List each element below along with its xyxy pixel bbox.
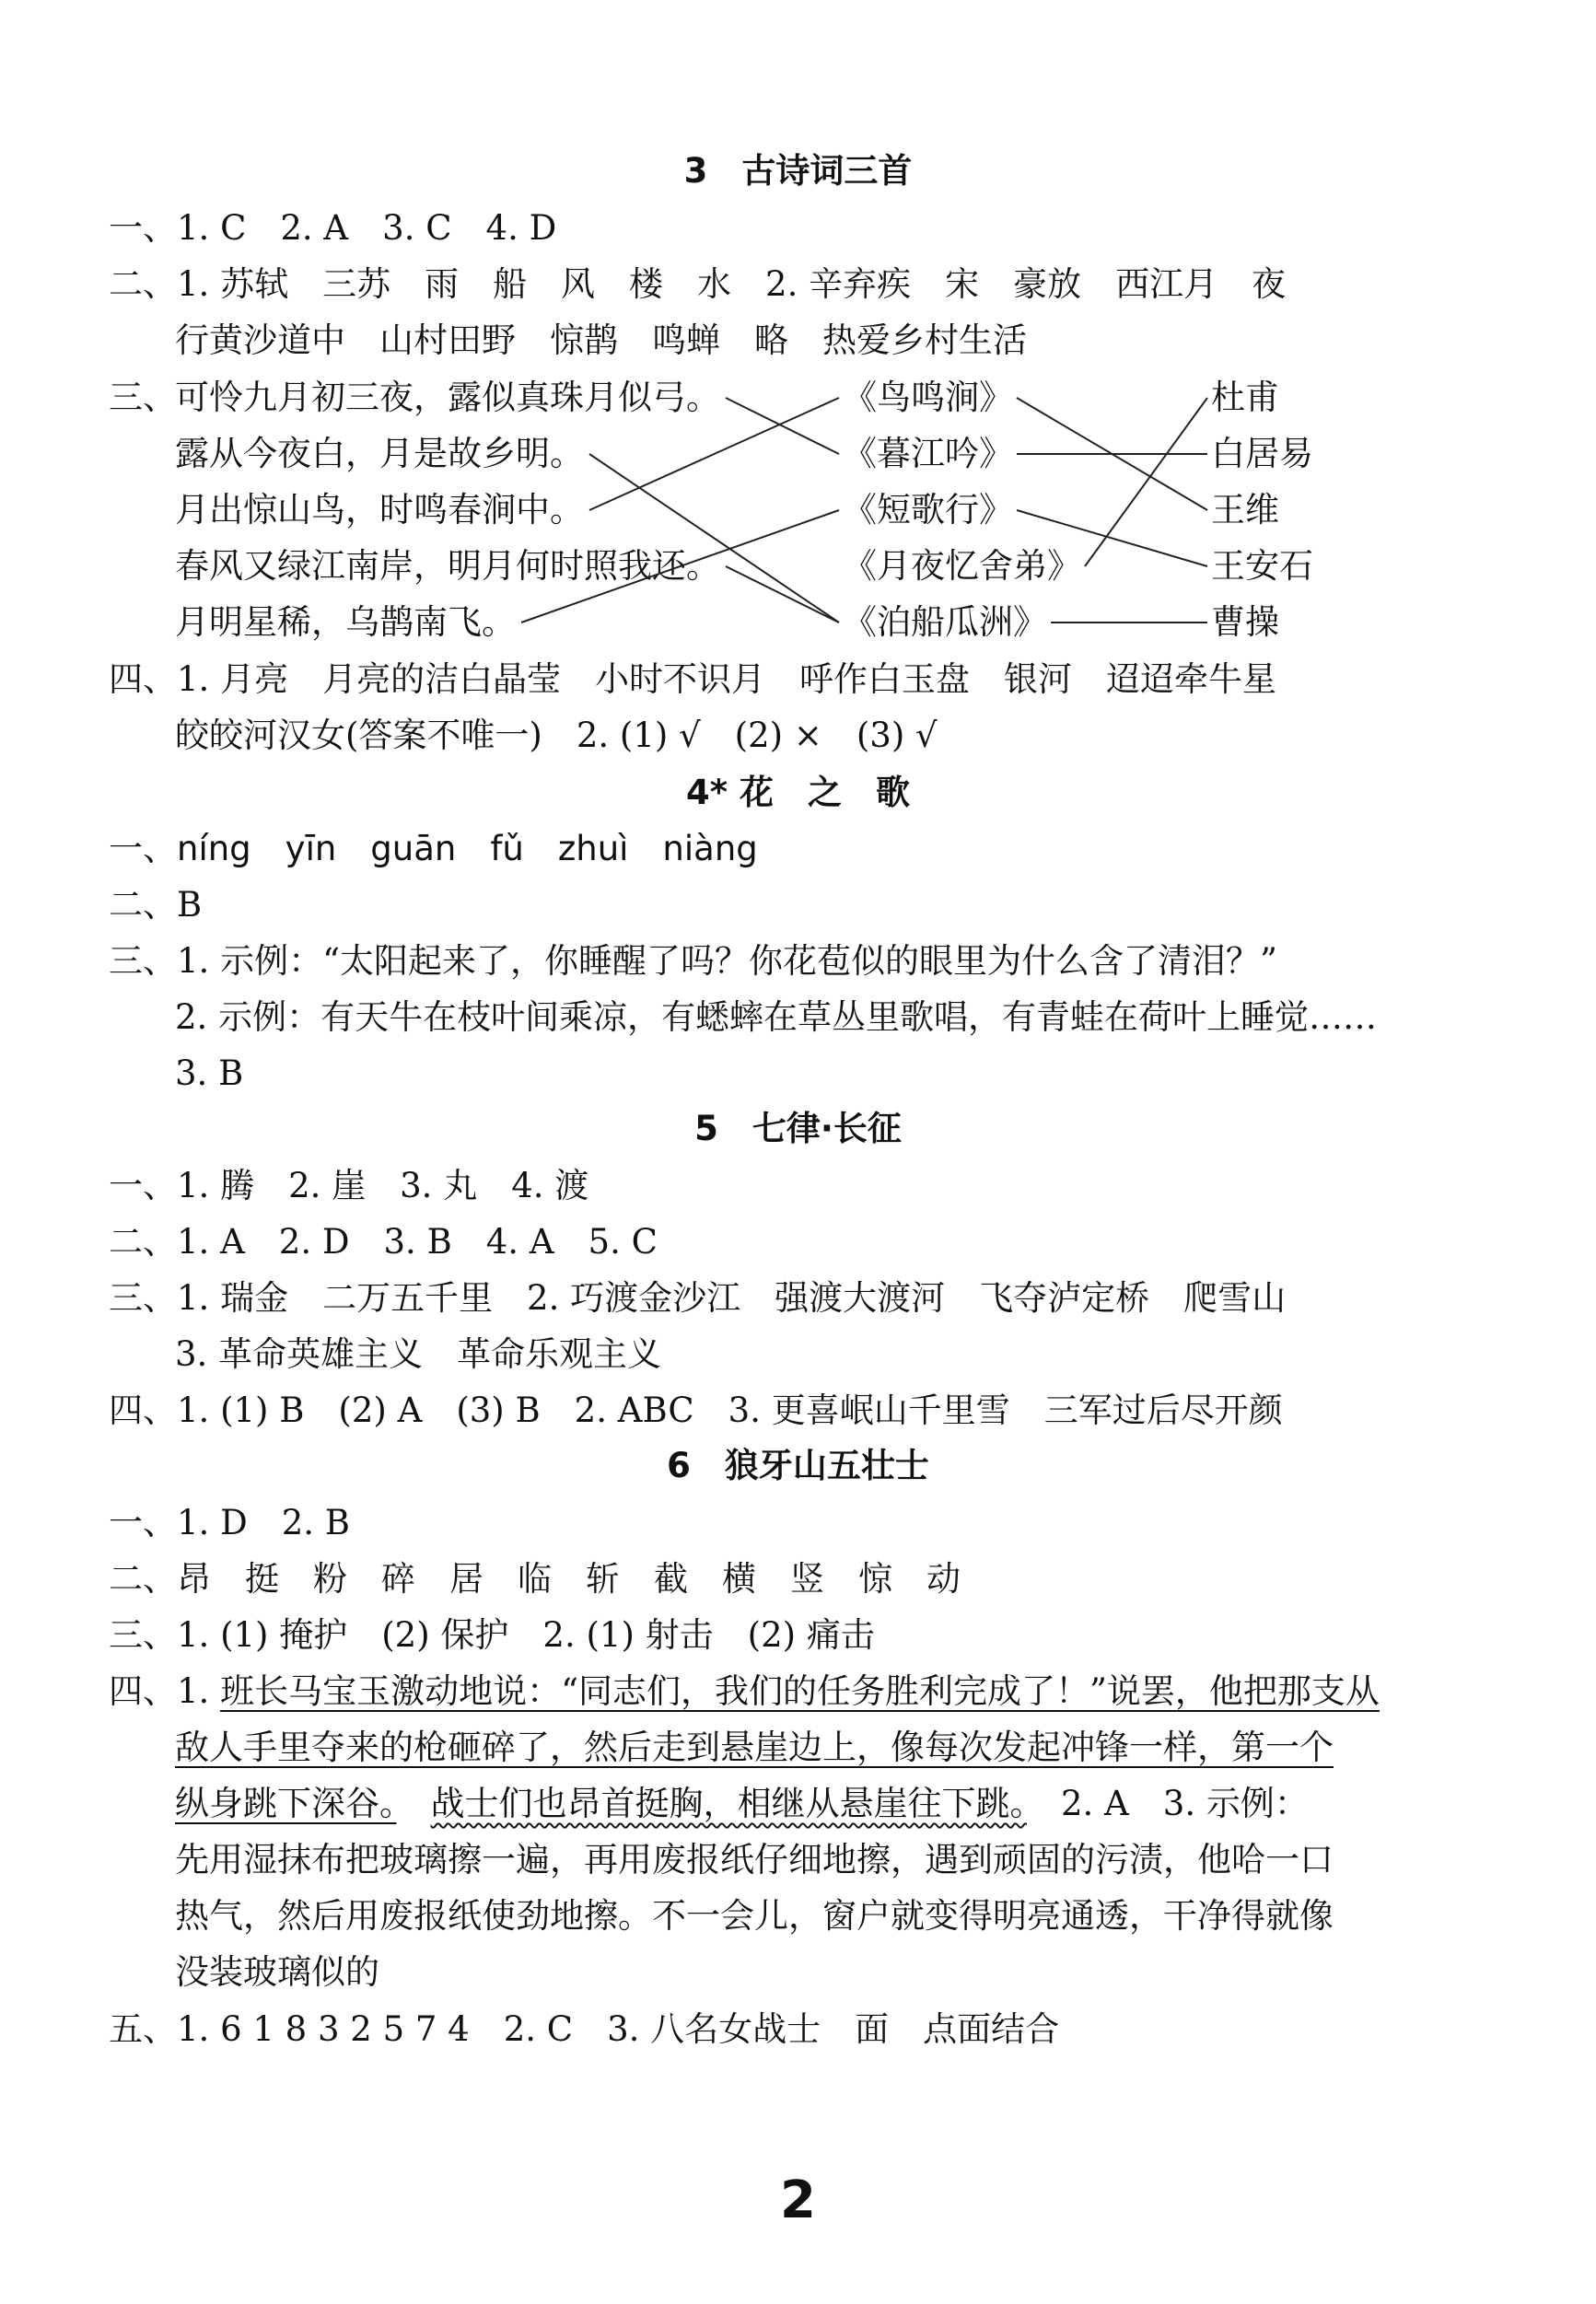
lesson4-title: 4* 花 之 歌 bbox=[686, 773, 910, 812]
lesson6-q4-line5: 热气，然后用废报纸使劲地擦。不一会儿，窗户就变得明亮通透，干净得就像 bbox=[175, 1896, 1334, 1936]
section-label: 一、 bbox=[109, 208, 177, 248]
answer-text: B bbox=[177, 885, 203, 925]
poem-0: 《鸟鸣涧》 bbox=[843, 378, 1013, 417]
verse-1: 露从今夜白，月是故乡明。 bbox=[175, 434, 584, 473]
lesson6-q3 bbox=[109, 1612, 875, 1659]
section-label: 四、 bbox=[109, 1391, 177, 1430]
section-label: 三、 bbox=[109, 1615, 177, 1655]
lesson5-q3-line1 bbox=[109, 1274, 1286, 1322]
lesson5-q4 bbox=[109, 1387, 1283, 1435]
lesson5-title: 5 七律·长征 bbox=[694, 1109, 902, 1148]
wavy-underlined-text: 战士们也昂首挺胸，相继从悬崖往下跳。 bbox=[430, 1784, 1027, 1823]
answer-text: 1. C 2. A 3. C 4. D bbox=[177, 208, 557, 248]
lesson6-q2 bbox=[109, 1555, 961, 1603]
answer-text: 1. (1) 掩护 (2) 保护 2. (1) 射击 (2) 痛击 bbox=[177, 1615, 875, 1655]
author-3: 王安石 bbox=[1211, 546, 1313, 586]
lesson3-q4-line2: 皎皎河汉女(答案不唯一) 2. (1) √ (2) × (3) √ bbox=[175, 716, 938, 755]
section-label: 五、 bbox=[109, 2009, 177, 2049]
answer-text: 1. 腾 2. 崖 3. 丸 4. 渡 bbox=[177, 1166, 589, 1205]
lesson5-q3-line2: 3. 革命英雄主义 革命乐观主义 bbox=[175, 1334, 662, 1374]
section-label: 三、 bbox=[109, 1278, 177, 1318]
lesson6-q1 bbox=[109, 1499, 350, 1547]
underlined-text: 敌人手里夺来的枪砸碎了，然后走到悬崖边上，像每次发起冲锋一样，第一个 bbox=[175, 1728, 1334, 1767]
verse-poem-line-3 bbox=[726, 566, 839, 623]
lesson6-q4-line3 bbox=[175, 1780, 1309, 1828]
lesson6-q4-line4: 先用湿抹布把玻璃擦一遍，再用废报纸仔细地擦，遇到顽固的污渍，他哈一口 bbox=[175, 1840, 1334, 1879]
lesson6-q4-line2 bbox=[175, 1724, 1334, 1772]
lesson4-q3-line1 bbox=[109, 937, 1277, 985]
pinyin-answers: níng yīn guān fǔ zhuì niàng bbox=[177, 829, 758, 868]
verse-3: 春风又绿江南岸，明月何时照我还。 bbox=[175, 546, 720, 586]
poem-3: 《月夜忆舍弟》 bbox=[843, 546, 1081, 586]
poem-1: 《暮江吟》 bbox=[843, 434, 1013, 473]
poem-author-line-2 bbox=[1017, 510, 1207, 566]
answer-text: 1. 月亮 月亮的洁白晶莹 小时不识月 呼作白玉盘 银河 迢迢牵牛星 bbox=[177, 659, 1277, 699]
lesson3-q4-line1 bbox=[109, 656, 1276, 704]
lesson6-q5 bbox=[109, 2006, 1059, 2054]
verse-poem-line-2 bbox=[589, 398, 839, 510]
section-label: 二、 bbox=[109, 1559, 177, 1599]
section-label: 四、 bbox=[109, 1671, 177, 1711]
answer-text: 2. A 3. 示例： bbox=[1027, 1784, 1309, 1823]
lesson3-q2-line2: 行黄沙道中 山村田野 惊鹊 鸣蝉 略 热爱乡村生活 bbox=[175, 320, 1027, 360]
lesson3-q3-label: 三、 bbox=[109, 378, 177, 417]
author-0: 杜甫 bbox=[1211, 378, 1279, 417]
author-2: 王维 bbox=[1211, 490, 1279, 529]
answer-text: 1. A 2. D 3. B 4. A 5. C bbox=[177, 1222, 658, 1262]
lesson5-q1 bbox=[109, 1162, 588, 1210]
answer-text: 1. 6 1 8 3 2 5 7 4 2. C 3. 八名女战士 面 点面结合 bbox=[177, 2009, 1060, 2049]
verse-poem-line-1 bbox=[589, 454, 839, 623]
lesson4-q2 bbox=[109, 881, 202, 929]
lesson6-q4-line1 bbox=[109, 1668, 1380, 1716]
underlined-text: 班长马宝玉激动地说：“同志们，我们的任务胜利完成了！”说罢，他把那支从 bbox=[220, 1671, 1380, 1711]
lesson3-title: 3 古诗词三首 bbox=[683, 151, 913, 191]
section-label: 三、 bbox=[109, 941, 177, 981]
lesson6-title: 6 狼牙山五壮士 bbox=[667, 1446, 929, 1485]
section-label: 二、 bbox=[109, 1222, 177, 1262]
underlined-text: 纵身跳下深谷。 bbox=[175, 1784, 397, 1823]
section-label: 一、 bbox=[109, 829, 177, 868]
question-number: 1. bbox=[177, 1671, 221, 1711]
section-label: 二、 bbox=[109, 885, 177, 925]
author-1: 白居易 bbox=[1211, 434, 1313, 473]
section-label: 一、 bbox=[109, 1166, 177, 1205]
verse-2: 月出惊山鸟，时鸣春涧中。 bbox=[175, 490, 584, 529]
verse-0: 可怜九月初三夜，露似真珠月似弓。 bbox=[175, 378, 720, 417]
page-number: 2 bbox=[780, 2170, 816, 2230]
poem-4: 《泊船瓜洲》 bbox=[843, 602, 1047, 642]
lesson4-q3-line3: 3. B bbox=[175, 1053, 244, 1093]
answer-text: 昂 挺 粉 碎 居 临 斩 截 横 竖 惊 动 bbox=[177, 1559, 961, 1599]
author-4: 曹操 bbox=[1211, 602, 1279, 642]
section-label: 二、 bbox=[109, 264, 177, 304]
verse-poem-line-4 bbox=[521, 510, 839, 623]
poem-author-line-3 bbox=[1085, 398, 1207, 566]
lesson4-q1 bbox=[109, 825, 758, 873]
answer-text: 1. (1) B (2) A (3) B 2. ABC 3. 更喜岷山千里雪 三军过后尽开颜 bbox=[177, 1391, 1283, 1430]
answer-text: 1. 苏轼 三苏 雨 船 风 楼 水 2. 辛弃疾 宋 豪放 西江月 夜 bbox=[177, 264, 1287, 304]
section-label: 四、 bbox=[109, 659, 177, 699]
lesson4-q3-line2: 2. 示例：有天牛在枝叶间乘凉，有蟋蟀在草丛里歌唱，有青蛙在荷叶上睡觉…… bbox=[175, 997, 1378, 1037]
lesson5-q2 bbox=[109, 1218, 658, 1266]
poem-2: 《短歌行》 bbox=[843, 490, 1013, 529]
verse-4: 月明星稀，乌鹊南飞。 bbox=[175, 602, 516, 642]
section-label: 一、 bbox=[109, 1503, 177, 1542]
answer-text: 1. D 2. B bbox=[177, 1503, 350, 1542]
answer-text: 1. 示例：“太阳起来了，你睡醒了吗？你花苞似的眼里为什么含了清泪？” bbox=[177, 941, 1277, 981]
answer-text: 1. 瑞金 二万五千里 2. 巧渡金沙江 强渡大渡河 飞夺泸定桥 爬雪山 bbox=[177, 1278, 1287, 1318]
lesson6-q4-line6: 没装玻璃似的 bbox=[175, 1952, 379, 1992]
